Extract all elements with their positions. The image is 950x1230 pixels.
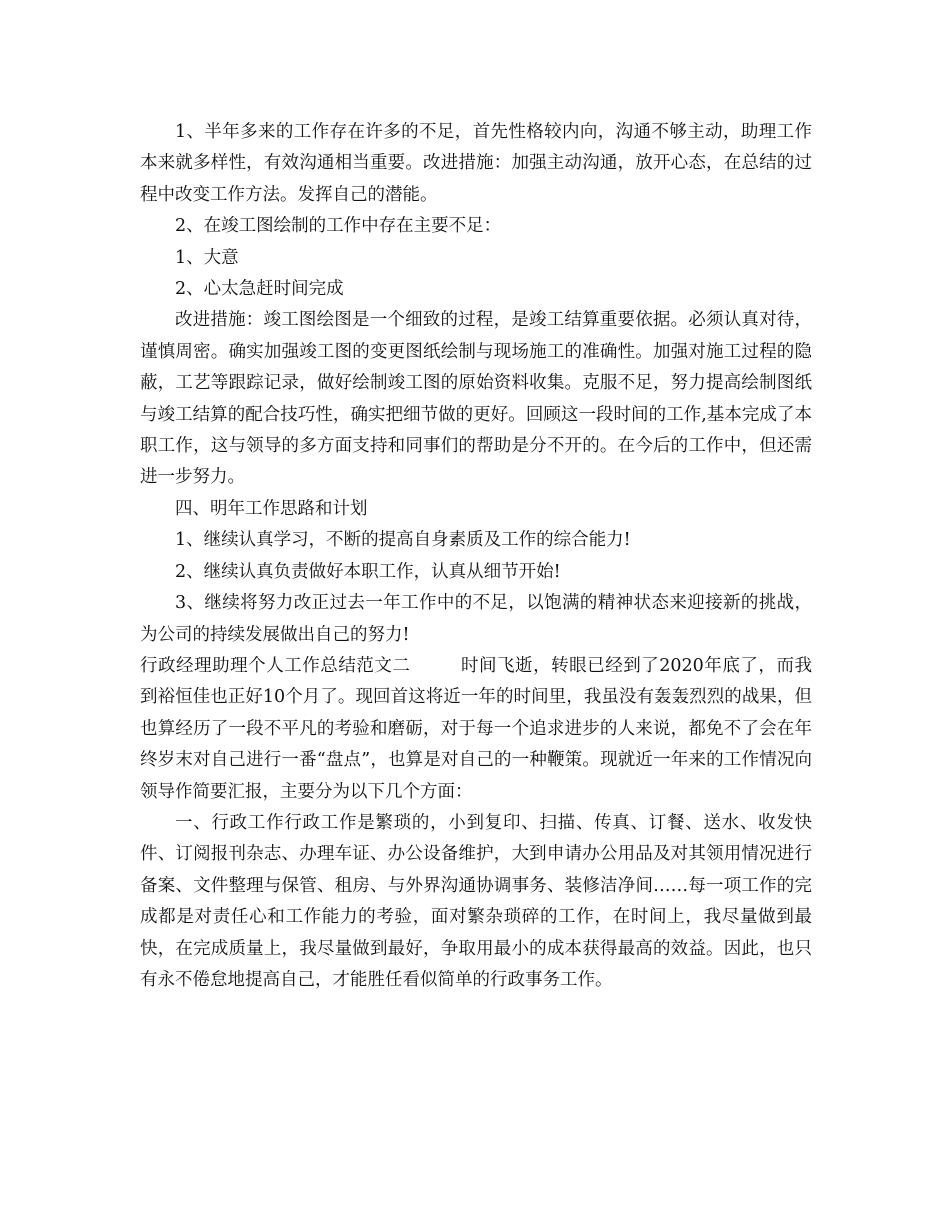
section2-paragraph-1: 一、行政工作行政工作是繁琐的，小到复印、扫描、传真、订餐、送水、收发快件、订阅报刊杂志、办理车证、办公设备维护，大到申请办公用品及对其领用情况进行备案、文件整理与保管、租房、与外界沟通协调事务、装修洁净间……每一项工作的完成都是对责任心和工作能力的考验，面对繁杂琐碎的工作，在时间上，我尽量做到最快，在完成质量上，我尽量做到最好，争取用最小的成本获得最高的效益。因此，也只有永不倦怠地提高自己，才能胜任看似简单的行政事务工作。 (140, 812, 812, 990)
paragraph-1: 1、半年多来的工作存在许多的不足，首先性格较内向，沟通不够主动，助理工作本来就多样性，有效沟通相当重要。改进措施：加强主动沟通，放开心态，在总结的过程中改变工作方法。发挥自己的潜能。 (140, 122, 812, 205)
section2-title: 行政经理助理个人工作总结范文二 (140, 655, 411, 676)
plan-item-2: 2、继续认真负责做好本职工作，认真从细节开始! (175, 561, 561, 582)
paragraph-5: 改进措施：竣工图绘图是一个细致的过程，是竣工结算重要依据。必须认真对待，谨慎周密。确实加强竣工图的变更图纸绘制与现场施工的准确性。加强对施工过程的隐蔽，工艺等跟踪记录，做好绘制竣工图的原始资料收集。克服不足，努力提高绘制图纸与竣工结算的配合技巧性，确实把细节做的更好。回顾这一段时间的工作,基本完成了本职工作，这与领导的多方面支持和同事们的帮助是分不开的。在今后的工作中，但还需进一步努力。 (140, 310, 812, 488)
plan-item-3: 3、继续将努力改正过去一年工作中的不足，以饱满的精神状态来迎接新的挑战，为公司的持续发展做出自己的努力! (140, 593, 812, 645)
paragraph-2: 2、在竣工图绘制的工作中存在主要不足： (175, 216, 502, 237)
plan-item-1: 1、继续认真学习，不断的提高自身素质及工作的综合能力! (175, 530, 631, 551)
paragraph-4: 2、心太急赶时间完成 (175, 279, 344, 300)
section2-intro: 时间飞逝，转眼已经到了2020年底了，而我到裕恒佳也正好10个月了。现回首这将近一年的时间里，我虽没有轰轰烈烈的战果，但也算经历了一段不平凡的考验和磨砺，对于每一个追求进步的人来说，都免不了会在年终岁末对自己进行一番“盘点”，也算是对自己的一种鞭策。现就近一年来的工作情况向领导作简要汇报，主要分为以下几个方面： (140, 655, 812, 802)
section-heading: 四、明年工作思路和计划 (175, 498, 368, 519)
paragraph-3: 1、大意 (175, 247, 239, 268)
section2-block (140, 651, 812, 808)
document-page (140, 117, 812, 996)
